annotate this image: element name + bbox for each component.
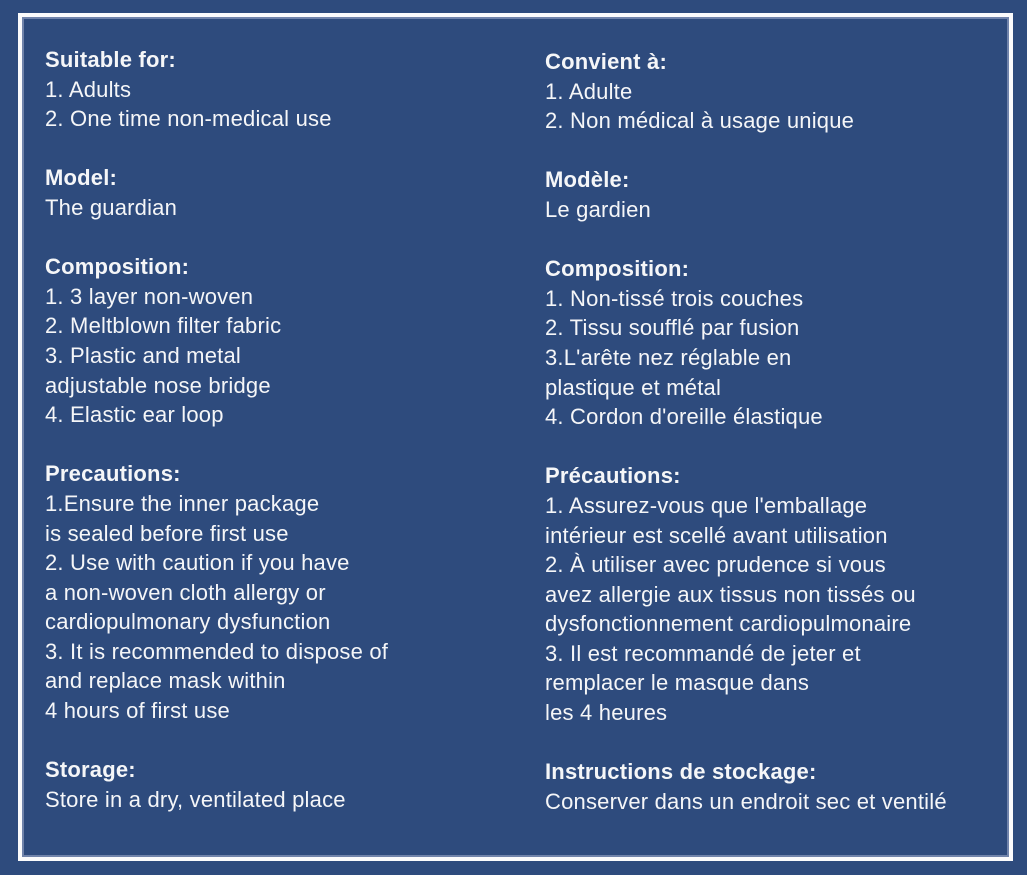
- section-heading: Composition:: [545, 256, 690, 282]
- info-section: [545, 165, 1005, 224]
- section-line: 2. One time non-medical use: [45, 106, 332, 132]
- section-heading: Suitable for:: [45, 47, 176, 72]
- french-column: [545, 47, 1005, 816]
- section-line: Conserver dans un endroit sec et ventilé: [545, 788, 947, 814]
- section-heading: Précautions:: [545, 463, 681, 489]
- section-line: Store in a dry, ventilated place: [45, 786, 346, 812]
- section-heading: Modèle:: [545, 167, 630, 193]
- section-line: dysfonctionnement cardiopulmonaire: [545, 611, 912, 637]
- section-heading: Composition:: [45, 254, 190, 280]
- section-line: 1. Non-tissé trois couches: [545, 285, 804, 311]
- section-line: 1. Adulte: [545, 78, 633, 104]
- section-line: intérieur est scellé avant utilisation: [545, 522, 888, 548]
- section-heading: Storage:: [45, 757, 136, 783]
- section-line: plastique et métal: [545, 374, 722, 400]
- section-line: The guardian: [45, 194, 178, 220]
- section-line: les 4 heures: [545, 700, 668, 726]
- info-section: [545, 757, 1005, 816]
- section-line: 3. It is recommended to dispose of: [45, 638, 389, 664]
- info-section: [45, 163, 520, 222]
- section-line: 2. Meltblown filter fabric: [45, 313, 282, 339]
- section-line: a non-woven cloth allergy or: [45, 579, 326, 605]
- section-line: cardiopulmonary dysfunction: [45, 609, 331, 635]
- info-section: [45, 459, 520, 725]
- info-section: [545, 461, 1005, 727]
- section-line: 4. Cordon d'oreille élastique: [545, 404, 823, 430]
- section-line: 3.L'arête nez réglable en: [545, 344, 792, 370]
- section-line: Le gardien: [545, 196, 651, 222]
- section-line: adjustable nose bridge: [45, 372, 271, 398]
- section-line: 2. Use with caution if you have: [45, 550, 350, 576]
- section-line: 4. Elastic ear loop: [45, 402, 224, 428]
- section-line: 2. Non médical à usage unique: [545, 108, 855, 134]
- info-section: [45, 252, 520, 430]
- section-line: 1. Adults: [45, 76, 132, 102]
- section-line: 2. À utiliser avec prudence si vous: [545, 552, 886, 578]
- info-section: [545, 254, 1005, 432]
- section-heading: Precautions:: [45, 461, 181, 487]
- section-line: 3. Plastic and metal: [45, 342, 241, 368]
- section-line: and replace mask within: [45, 668, 286, 694]
- section-line: remplacer le masque dans: [545, 670, 810, 696]
- info-section: [45, 755, 520, 814]
- english-column: [45, 45, 520, 814]
- section-heading: Convient à:: [545, 49, 667, 74]
- info-section: [45, 45, 520, 134]
- section-line: is sealed before first use: [45, 520, 289, 546]
- info-section: [545, 47, 1005, 136]
- section-heading: Instructions de stockage:: [545, 759, 817, 785]
- section-line: 3. Il est recommandé de jeter et: [545, 640, 861, 666]
- section-line: avez allergie aux tissus non tissés ou: [545, 581, 916, 607]
- section-line: 2. Tissu soufflé par fusion: [545, 315, 800, 341]
- section-line: 1.Ensure the inner package: [45, 490, 320, 516]
- label-frame: [18, 13, 1013, 861]
- section-line: 4 hours of first use: [45, 698, 230, 724]
- section-line: 1. 3 layer non-woven: [45, 283, 254, 309]
- section-heading: Model:: [45, 165, 118, 191]
- section-line: 1. Assurez-vous que l'emballage: [545, 492, 868, 518]
